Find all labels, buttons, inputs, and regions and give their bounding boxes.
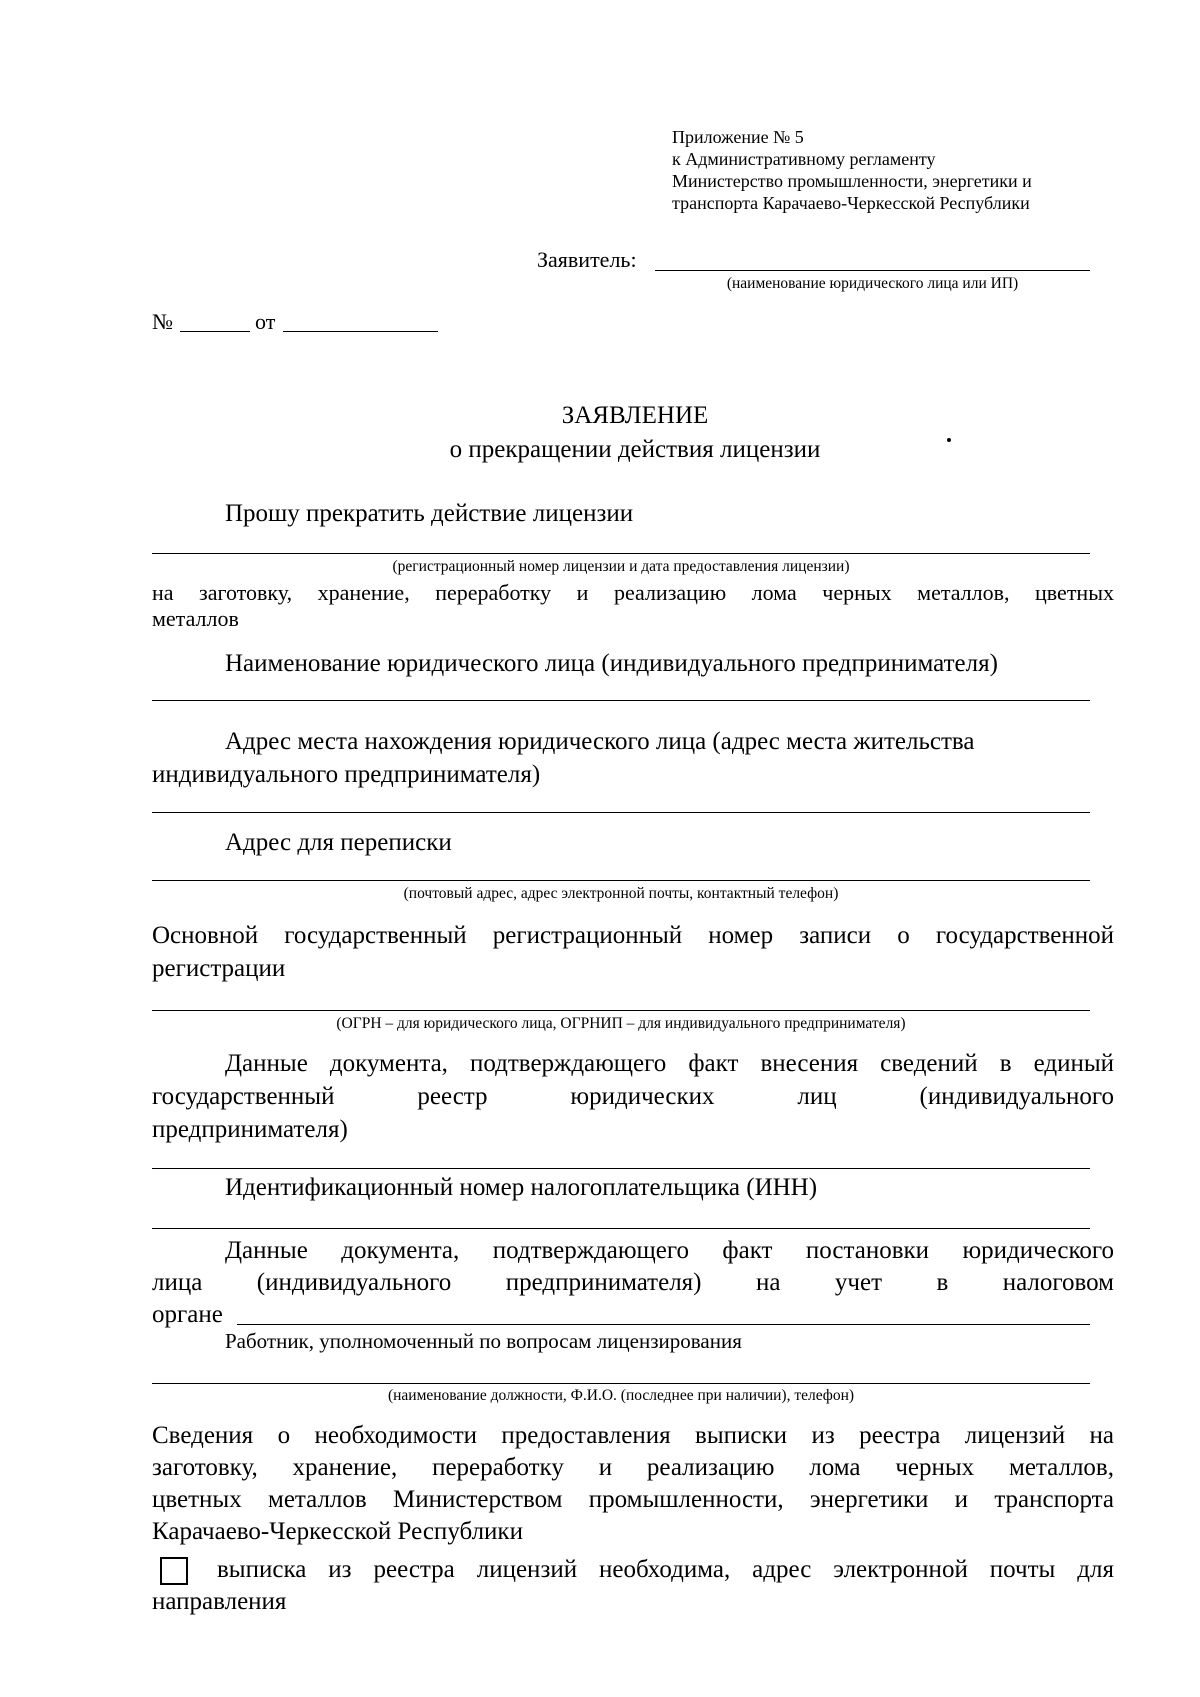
tax-line-2: лица (индивидуального предпринимателя) на учет в налоговом — [152, 1269, 1114, 1296]
number-field[interactable] — [180, 331, 250, 332]
checkbox-line-1: выписка из реестра лицензий необходима, адрес электронной почты для — [217, 1556, 1114, 1583]
tax-field[interactable] — [237, 1324, 1090, 1325]
date-field[interactable] — [283, 331, 438, 332]
inn-field[interactable] — [152, 1228, 1090, 1229]
ogrn-line-2: регистрации — [152, 955, 286, 982]
appendix-line-2: к Административному регламенту — [672, 149, 936, 169]
number-label: № — [152, 309, 173, 334]
tax-line-1: Данные документа, подтверждающего факт постановки юридического — [225, 1237, 1114, 1264]
extract-line-2: заготовку, хранение, переработку и реализацию лома черных металлов, — [152, 1454, 1114, 1481]
appendix-line-1: Приложение № 5 — [672, 127, 804, 147]
tax-line-3: органе — [152, 1301, 223, 1328]
mail-hint: (почтовый адрес, адрес электронной почты, контактный телефон) — [403, 885, 839, 902]
license-field[interactable] — [152, 553, 1090, 554]
applicant-field[interactable] — [655, 270, 1090, 271]
extract-line-4: Карачаево-Черкесской Республики — [152, 1518, 523, 1545]
extract-line-3: цветных металлов Министерством промышленности, энергетики и транспорта — [152, 1486, 1114, 1513]
extract-required-checkbox[interactable] — [160, 1557, 188, 1585]
request-text: Прошу прекратить действие лицензии — [225, 500, 634, 527]
employee-hint: (наименование должности, Ф.И.О. (последнее при наличии), телефон) — [387, 1387, 855, 1404]
mail-address-field[interactable] — [152, 880, 1090, 881]
registry-field[interactable] — [152, 1168, 1090, 1169]
ogrn-field[interactable] — [152, 1010, 1090, 1011]
speck — [947, 438, 951, 442]
mail-address-label: Адрес для переписки — [225, 829, 452, 856]
license-hint: (регистрационный номер лицензии и дата предоставления лицензии) — [392, 558, 850, 575]
applicant-hint: (наименование юридического лица или ИП) — [726, 275, 1019, 292]
applicant-label: Заявитель: — [537, 247, 637, 272]
appendix-line-4: транспорта Карачаево-Черкесской Республики — [672, 193, 1030, 213]
employee-label: Работник, уполномоченный по вопросам лицензирования — [225, 1329, 742, 1353]
employee-field[interactable] — [152, 1383, 1090, 1384]
extract-line-1: Сведения о необходимости предоставления выписки из реестра лицензий на — [152, 1422, 1114, 1449]
registry-line-3: предпринимателя) — [152, 1116, 348, 1143]
document-title: ЗАЯВЛЕНИЕ — [561, 402, 709, 429]
date-label: от — [255, 309, 276, 334]
ogrn-hint: (ОГРН – для юридического лица, ОГРНИП – для индивидуального предпринимателя) — [336, 1015, 906, 1032]
address-field[interactable] — [152, 812, 1090, 813]
appendix-block — [672, 126, 1102, 214]
document-subtitle: о прекращении действия лицензии — [449, 436, 821, 463]
scope-line-1: на заготовку, хранение, переработку и реализацию лома черных металлов, цветных — [152, 580, 1114, 605]
inn-label: Идентификационный номер налогоплательщика (ИНН) — [225, 1174, 818, 1201]
entity-name-field[interactable] — [152, 700, 1090, 701]
entity-name-label: Наименование юридического лица (индивидуального предпринимателя) — [225, 650, 998, 677]
checkbox-line-2: направления — [152, 1588, 287, 1615]
registry-line-1: Данные документа, подтверждающего факт внесения сведений в единый — [225, 1050, 1114, 1077]
address-line-2: индивидуального предпринимателя) — [152, 761, 541, 788]
scope-line-2: металлов — [152, 606, 239, 631]
registry-line-2: государственный реестр юридических лиц (индивидуального — [152, 1083, 1114, 1110]
address-line-1: Адрес места нахождения юридического лица (адрес места жительства — [225, 728, 975, 755]
ogrn-line-1: Основной государственный регистрационный номер записи о государственной — [152, 922, 1114, 949]
appendix-line-3: Министерство промышленности, энергетики и — [672, 171, 1032, 191]
